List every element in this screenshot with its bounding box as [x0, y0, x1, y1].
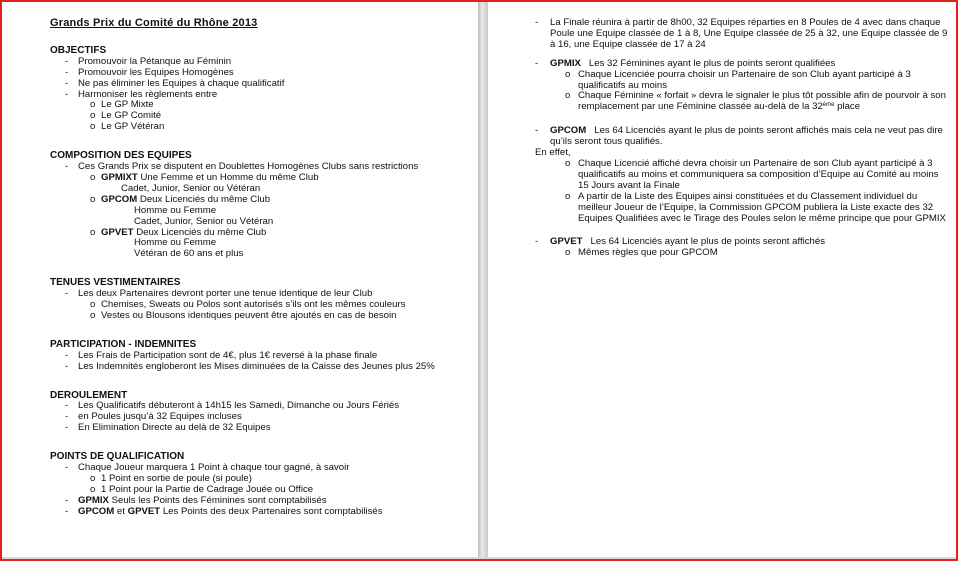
sub-list-item: o Le GP Mixte [90, 99, 154, 111]
list-item: - GPMIX Les 32 Féminines ayant le plus de points seront qualifiées [535, 57, 836, 69]
sub-list-item: o 1 Point pour la Partie de Cadrage Jouée ou Office [90, 483, 314, 495]
continuation-line: Cadet, Junior, Senior ou Vétéran [134, 215, 274, 227]
points-heading: POINTS DE QUALIFICATION [50, 451, 185, 463]
document-title: Grands Prix du Comité du Rhône 2013 [50, 17, 258, 29]
composition-heading: COMPOSITION DES EQUIPES [50, 150, 192, 162]
list-item: - Les deux Partenaires devront porter une tenue identique de leur Club [65, 288, 373, 300]
list-item: - Les Qualificatifs débuteront à 14h15 les Samedi, Dimanche ou Jours Fériés [65, 400, 400, 412]
list-item: - GPVET Les 64 Licenciés ayant le plus de points seront affichés [535, 236, 826, 248]
deroulement-heading: DEROULEMENT [50, 389, 128, 401]
sub-list-item: o A partir de la Liste des Equipes ainsi constituées et du Classement individuel du meilleur Joueur de l’Equipe, la Commission GPCOM publiera la Liste exacte des 32 Equipes Qualifiées avec le Tirage des Poules selon le même principe que pour GPMIX [565, 190, 946, 224]
tenues-heading: TENUES VESTIMENTAIRES [50, 277, 181, 289]
list-item: - GPMIX Seuls les Points des Féminines sont comptabilisés [65, 494, 327, 506]
sub-list-item: o GPVET Deux Licenciés du même Club [90, 226, 267, 238]
sub-list-item: o 1 Point en sortie de poule (si poule) [90, 473, 252, 484]
sub-list-item: o Chaque Licencié affiché devra choisir un Partenaire de son Club ayant participé à 3 qualificatifs au moins et communiquera sa composition d’Equipe au Comité au moins 15 Jours avant la Finale [565, 157, 939, 191]
sub-list-item: o Chaque Féminine « forfait » devra le signaler le plus tôt possible afin de pourvoir à son remplacement par une Féminine classée au-delà de la 32ème place [565, 90, 946, 113]
list-item: - Promouvoir les Equipes Homogènes [65, 66, 234, 78]
sub-list-item: o Chaque Licenciée pourra choisir un Partenaire de son Club ayant participé à 3 qualificatifs au moins [565, 68, 911, 91]
list-item: - Promouvoir la Pétanque au Féminin [65, 55, 232, 67]
sub-list-item: o Le GP Comité [90, 110, 162, 122]
list-item: - Les Indemnités engloberont les Mises diminuées de la Caisse des Jeunes plus 25% [65, 360, 435, 372]
list-item: - Harmoniser les règlements entre [65, 88, 218, 100]
list-item: - GPCOM et GPVET Les Points des deux Partenaires sont comptabilisés [65, 505, 383, 517]
continuation-line: Cadet, Junior, Senior ou Vétéran [121, 182, 261, 194]
list-item: - Ces Grands Prix se disputent en Doublettes Homogènes Clubs sans restrictions [65, 161, 419, 173]
list-item: - Ne pas éliminer les Equipes à chaque qualificatif [65, 77, 285, 89]
list-item: - en Poules jusqu’à 32 Equipes incluses [65, 411, 242, 423]
sub-list-item: o Vestes ou Blousons identiques peuvent être ajoutés en cas de besoin [90, 309, 397, 321]
continuation-line: Homme ou Femme [134, 204, 217, 216]
sub-list-item: o Mêmes règles que pour GPCOM [565, 247, 718, 259]
list-item: - Les Frais de Participation sont de 4€, plus 1€ reversé à la phase finale [65, 349, 378, 361]
sub-list-item: o GPMIXT Une Femme et un Homme du même Club [90, 171, 319, 183]
page-gap [478, 2, 488, 557]
list-item: - GPCOM Les 64 Licenciés ayant le plus de points seront affichés mais cela ne veut pas dire qu’ils seront tous qualifiés. [535, 125, 943, 148]
continuation-line: Homme ou Femme [134, 237, 217, 249]
list-item: - La Finale réunira à partir de 8h00, 32 Equipes réparties en 8 Poules de 4 avec dans chaque Poule une Equipe classée de 1 à 8, Une Equipe classée de 25 à 32, une Equipe classée de 9 à 16, une Equipe classée de 17 à 24 [535, 17, 948, 50]
continuation-line: Vétéran de 60 ans et plus [134, 248, 244, 260]
sub-list-item: o Chemises, Sweats ou Polos sont autorisés s’ils ont les mêmes couleurs [90, 299, 406, 311]
list-item: - Chaque Joueur marquera 1 Point à chaque tour gagné, à savoir [65, 462, 350, 474]
objectifs-heading: OBJECTIFS [50, 44, 107, 56]
document-page-left[interactable] [2, 2, 478, 557]
en-effet-text: En effet, [535, 147, 571, 159]
sub-list-item: o Le GP Vétéran [90, 121, 165, 133]
document-page-right[interactable] [488, 2, 956, 557]
list-item: - En Elimination Directe au delà de 32 Equipes [65, 422, 271, 434]
participation-heading: PARTICIPATION - INDEMNITES [50, 338, 197, 350]
sub-list-item: o GPCOM Deux Licenciés du même Club [90, 193, 271, 205]
